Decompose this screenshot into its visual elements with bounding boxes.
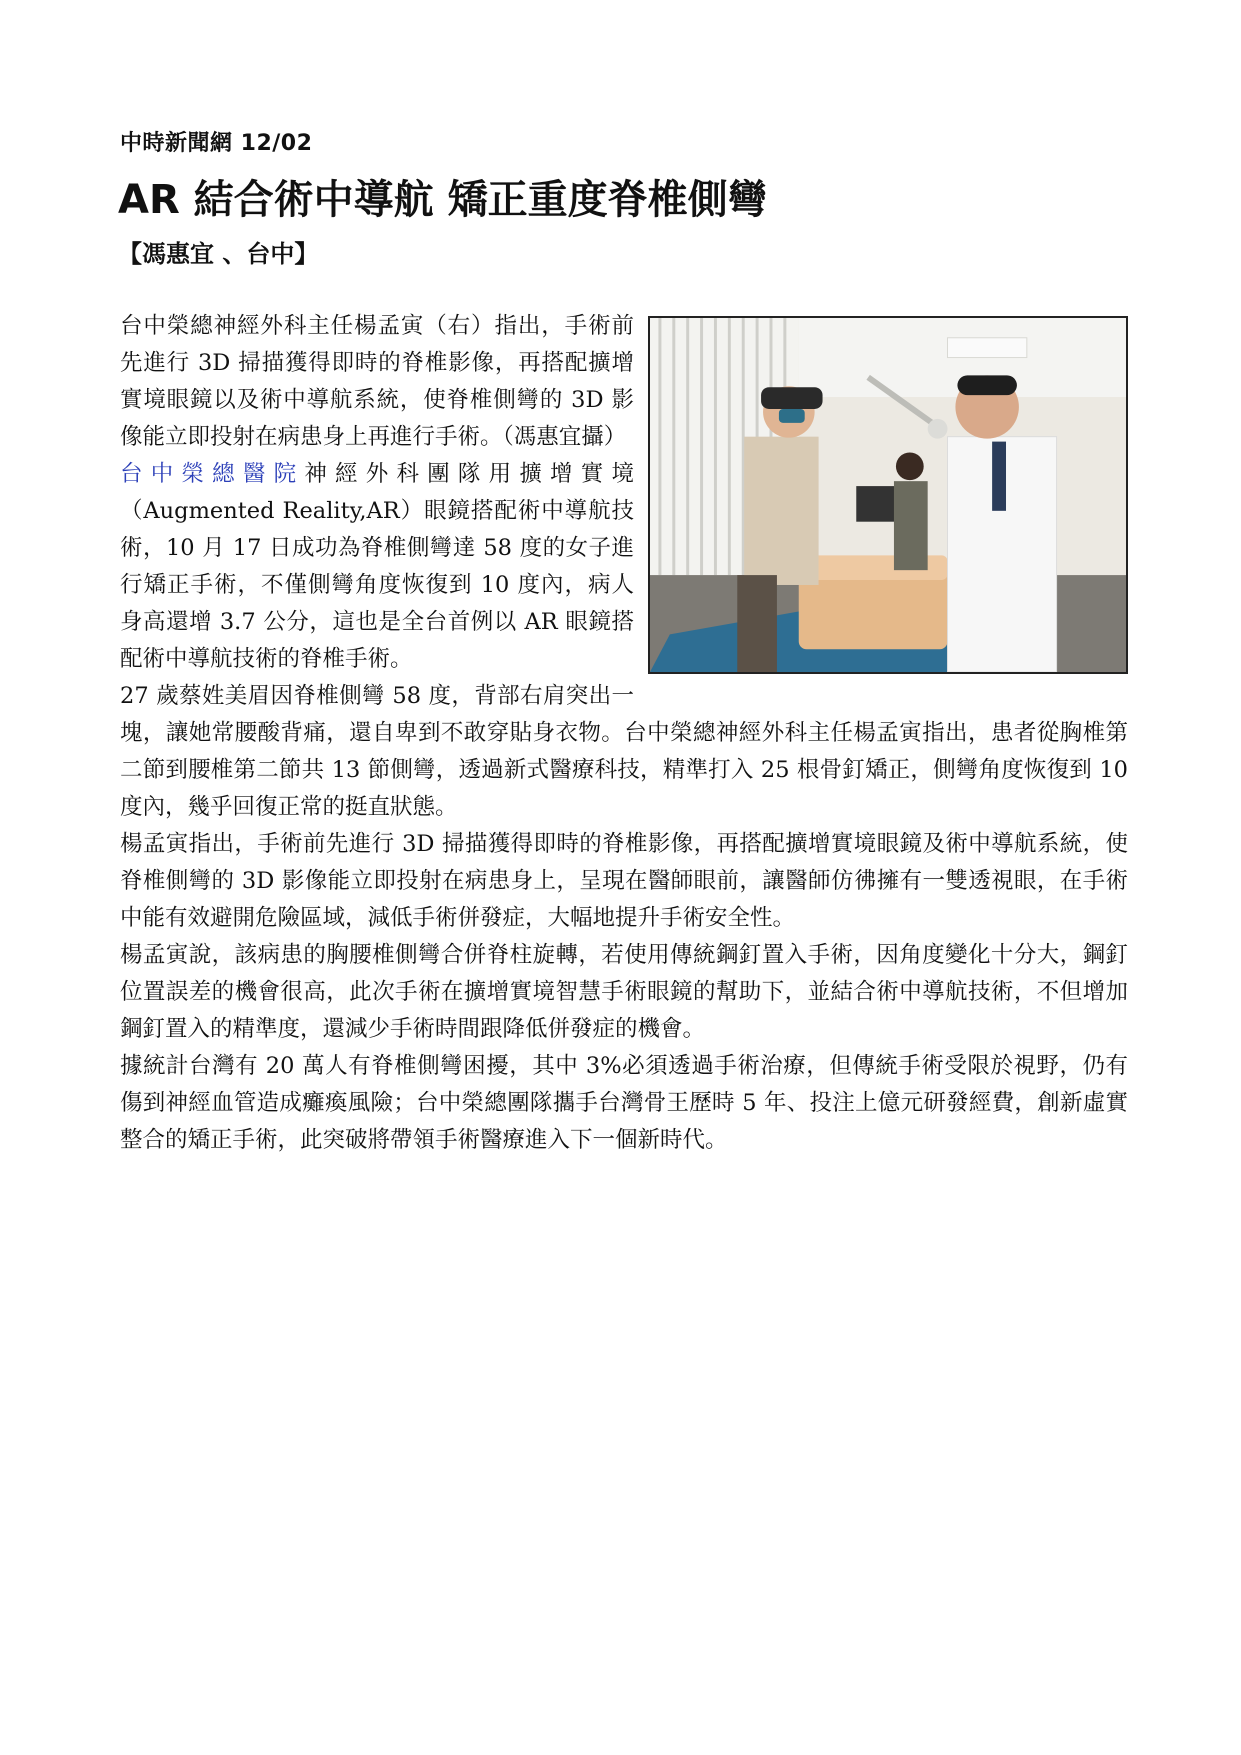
news-source-date: 中時新聞網 12/02 [120,131,313,156]
paragraph-2: 楊孟寅指出，手術前先進行 3D 掃描獲得即時的脊椎影像，再搭配擴增實境眼鏡及術中導航系統，使脊椎側彎的 3D 影像能立即投射在病患身上，呈現在醫師眼前，讓醫師仿彿擁有一雙透視眼，在手術中能有效避開危險區域，減低手術併發症，大幅地提升手術安全性。 [120,831,1128,931]
hospital-link[interactable]: 台中榮總醫院 [120,461,305,487]
paragraph-1: 27 歲蔡姓美眉因脊椎側彎 58 度，背部右肩突出一塊，讓她常腰酸背痛，還自卑到不敢穿貼身衣物。台中榮總神經外科主任楊孟寅指出，患者從胸椎第二節到腰椎第二節共 13 節側彎，透過新式醫療科技，精準打入 25 根骨釘矯正，側彎角度恢復到 10 度內，幾乎回復正常的挺直狀態。 [120,683,1128,820]
byline: 【馮惠宜 、台中】 [118,240,319,268]
headline: AR 結合術中導航 矯正重度脊椎側彎 [118,177,768,223]
paragraph-3: 楊孟寅說，該病患的胸腰椎側彎合併脊柱旋轉，若使用傳統鋼釘置入手術，因角度變化十分大，鋼釘位置誤差的機會很高，此次手術在擴增實境智慧手術眼鏡的幫助下，並結合術中導航技術，不但增加鋼釘置入的精準度，還減少手術時間跟降低併發症的機會。 [120,942,1128,1042]
paragraph-4: 據統計台灣有 20 萬人有脊椎側彎困擾，其中 3%必須透過手術治療，但傳統手術受限於視野，仍有傷到神經血管造成癱瘓風險；台中榮總團隊攜手台灣骨王歷時 5 年、投注上億元研發經費，創新虛實整合的矯正手術，此突破將帶領手術醫療進入下一個新時代。 [120,1053,1128,1153]
article-body [120,308,1128,1159]
lead-paragraph-text: 神經外科團隊用擴增實境（Augmented Reality,AR）眼鏡搭配術中導航技術，10 月 17 日成功為脊椎側彎達 58 度的女子進行矯正手術，不僅側彎角度恢復到 10 度內，病人身高還增 3.7 公分，這也是全台首例以 AR 眼鏡搭配術中導航技術的脊椎手術。 [120,461,634,672]
article-photo [648,316,1128,674]
photo-caption: 台中榮總神經外科主任楊孟寅（右）指出，手術前先進行 3D 掃描獲得即時的脊椎影像，再搭配擴增實境眼鏡以及術中導航系統，使脊椎側彎的 3D 影像能立即投射在病患身上再進行手術。（馮惠宜攝） [120,313,634,450]
surgery-photo-illustration [650,318,1126,672]
